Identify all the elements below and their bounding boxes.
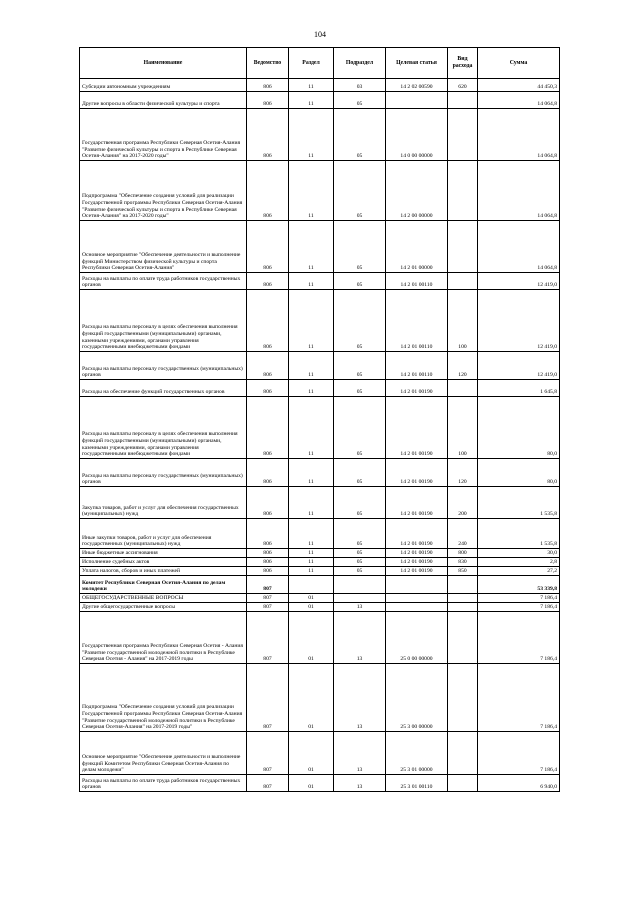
cell-amount: 7 186,4 [478, 603, 560, 612]
cell-subsection: 05 [334, 549, 386, 558]
table-row [80, 352, 560, 380]
cell-subsection: 05 [334, 92, 386, 109]
cell-expense-type: 100 [448, 397, 478, 459]
cell-section: 11 [289, 273, 334, 290]
cell-subsection: 13 [334, 612, 386, 664]
cell-department: 806 [247, 397, 289, 459]
cell-name: Исполнение судебных актов [80, 558, 247, 567]
cell-target: 14 0 00 00000 [386, 109, 448, 161]
cell-target: 25 3 00 00000 [386, 664, 448, 732]
cell-amount: 53 339,8 [478, 576, 560, 594]
table-row [80, 612, 560, 664]
cell-subsection: 05 [334, 519, 386, 549]
cell-subsection: 05 [334, 352, 386, 380]
cell-section: 11 [289, 109, 334, 161]
cell-subsection: 05 [334, 109, 386, 161]
table-row [80, 290, 560, 352]
cell-target: 14 2 01 00190 [386, 519, 448, 549]
cell-section: 11 [289, 549, 334, 558]
budget-table [79, 47, 560, 792]
cell-name: Расходы на выплаты персоналу государственных (муниципальных) органов [80, 459, 247, 487]
cell-target [386, 576, 448, 594]
cell-expense-type [448, 109, 478, 161]
cell-subsection: 05 [334, 290, 386, 352]
cell-name: Другие вопросы в области физической культуры и спорта [80, 92, 247, 109]
cell-target: 14 2 00 00000 [386, 161, 448, 221]
cell-target: 14 2 02 00590 [386, 79, 448, 92]
cell-amount: 14 064,8 [478, 109, 560, 161]
cell-expense-type: 830 [448, 558, 478, 567]
table-row [80, 775, 560, 792]
cell-name: Государственная программа Республики Северная Осетия-Алания "Развитие физической культуры и спорта в Республике Северная Осетия-Алания" на 2017-2020 годы" [80, 109, 247, 161]
cell-target: 25 0 00 00000 [386, 612, 448, 664]
cell-target: 14 2 01 00110 [386, 290, 448, 352]
cell-amount: 14 064,8 [478, 92, 560, 109]
page-number: 104 [314, 30, 326, 39]
cell-name: Закупка товаров, работ и услуг для обеспечения государственных (муниципальных) нужд [80, 487, 247, 519]
cell-target [386, 92, 448, 109]
table-row [80, 487, 560, 519]
cell-name: Расходы на выплаты по оплате труда работников государственных органов [80, 775, 247, 792]
cell-section [289, 576, 334, 594]
cell-department: 807 [247, 664, 289, 732]
cell-subsection: 13 [334, 775, 386, 792]
cell-target: 14 2 01 00190 [386, 397, 448, 459]
table-row [80, 576, 560, 594]
cell-department: 806 [247, 92, 289, 109]
cell-amount: 7 186,4 [478, 732, 560, 775]
cell-subsection: 05 [334, 221, 386, 273]
cell-subsection: 05 [334, 487, 386, 519]
cell-target: 25 3 01 00110 [386, 775, 448, 792]
cell-section: 11 [289, 459, 334, 487]
cell-section: 11 [289, 79, 334, 92]
cell-target: 14 2 01 00190 [386, 487, 448, 519]
cell-department: 806 [247, 487, 289, 519]
table-header-row [80, 48, 560, 79]
cell-department: 806 [247, 79, 289, 92]
cell-name: Подпрограмма "Обеспечение создания условий для реализации Государственной программы Республики Северная Осетия-Алания "Развитие физической культуры и спорта в Республике Северная Осетия-Алания" на 2017-2020 годы" [80, 161, 247, 221]
cell-amount: 12 419,0 [478, 352, 560, 380]
cell-amount: 1 645,8 [478, 380, 560, 397]
cell-department: 806 [247, 221, 289, 273]
cell-target: 14 2 01 00190 [386, 549, 448, 558]
cell-subsection: 05 [334, 567, 386, 576]
table-row [80, 603, 560, 612]
cell-name: Расходы на выплаты персоналу в целях обеспечения выполнения функций государственными (муниципальными) органами, казенными учреждениями, органами управления государственными внебюджетными фондами [80, 397, 247, 459]
cell-department: 806 [247, 273, 289, 290]
header-expense-type: Вид расхода [448, 48, 478, 79]
table-row [80, 109, 560, 161]
cell-expense-type: 120 [448, 459, 478, 487]
cell-department: 806 [247, 549, 289, 558]
table-row [80, 459, 560, 487]
table-row [80, 161, 560, 221]
cell-expense-type: 100 [448, 290, 478, 352]
cell-amount: 30,0 [478, 549, 560, 558]
cell-department: 807 [247, 612, 289, 664]
cell-target: 14 2 01 00190 [386, 567, 448, 576]
cell-expense-type [448, 612, 478, 664]
cell-expense-type [448, 92, 478, 109]
cell-name: Субсидии автономным учреждениям [80, 79, 247, 92]
cell-name: Основное мероприятие "Обеспечение деятельности и выполнение функций Комитетом Республики Северная Осетия-Алания по делам молодежи" [80, 732, 247, 775]
cell-name: Расходы на обеспечение функций государственных органов [80, 380, 247, 397]
cell-amount: 1 535,8 [478, 487, 560, 519]
table-row [80, 558, 560, 567]
cell-expense-type: 120 [448, 352, 478, 380]
cell-target: 14 2 01 00000 [386, 221, 448, 273]
cell-name: Основное мероприятие "Обеспечение деятельности и выполнение функций Министерством физической культуры и спорта Республики Северная Осетия-Алания" [80, 221, 247, 273]
cell-expense-type: 800 [448, 549, 478, 558]
cell-amount: 80,0 [478, 459, 560, 487]
cell-expense-type: 850 [448, 567, 478, 576]
cell-expense-type: 620 [448, 79, 478, 92]
cell-department: 806 [247, 519, 289, 549]
cell-name: Уплата налогов, сборов и иных платежей [80, 567, 247, 576]
cell-subsection: 05 [334, 459, 386, 487]
cell-name: Подпрограмма "Обеспечение создания условий для реализации Государственной программы Республики Северная Осетия-Алания "Развитие государственной молодежной политики в Республике Северная Осетия-Алания" на 2017-2019 годы" [80, 664, 247, 732]
cell-expense-type [448, 380, 478, 397]
cell-department: 806 [247, 558, 289, 567]
cell-name: Иные бюджетные ассигнования [80, 549, 247, 558]
header-name: Наименование [80, 48, 247, 79]
cell-target: 14 2 01 00110 [386, 352, 448, 380]
table-row [80, 549, 560, 558]
cell-subsection [334, 594, 386, 603]
cell-name: Расходы на выплаты по оплате труда работников государственных органов [80, 273, 247, 290]
cell-subsection: 05 [334, 273, 386, 290]
cell-amount: 7 186,4 [478, 664, 560, 732]
table-row [80, 519, 560, 549]
cell-section: 11 [289, 92, 334, 109]
cell-expense-type [448, 775, 478, 792]
cell-department: 806 [247, 380, 289, 397]
cell-section: 11 [289, 352, 334, 380]
cell-name: Расходы на выплаты персоналу государственных (муниципальных) органов [80, 352, 247, 380]
cell-amount: 1 535,8 [478, 519, 560, 549]
cell-target [386, 594, 448, 603]
cell-name: Иные закупки товаров, работ и услуг для обеспечения государственных (муниципальных) нужд [80, 519, 247, 549]
cell-amount: 14 064,8 [478, 221, 560, 273]
table-row [80, 79, 560, 92]
cell-section: 11 [289, 380, 334, 397]
cell-amount: 6 940,0 [478, 775, 560, 792]
cell-section: 01 [289, 732, 334, 775]
cell-target: 14 2 01 00190 [386, 558, 448, 567]
cell-expense-type [448, 161, 478, 221]
cell-department: 806 [247, 459, 289, 487]
cell-subsection: 05 [334, 161, 386, 221]
table-row [80, 732, 560, 775]
cell-target: 14 2 01 00190 [386, 380, 448, 397]
cell-section: 11 [289, 487, 334, 519]
cell-section: 11 [289, 221, 334, 273]
cell-name: Комитет Республики Северная Осетия-Алания по делам молодежи [80, 576, 247, 594]
cell-section: 11 [289, 558, 334, 567]
table-row [80, 664, 560, 732]
cell-target [386, 603, 448, 612]
cell-department: 806 [247, 567, 289, 576]
header-section: Раздел [289, 48, 334, 79]
cell-subsection: 05 [334, 380, 386, 397]
cell-department: 806 [247, 161, 289, 221]
header-subsection: Подраздел [334, 48, 386, 79]
cell-section: 11 [289, 290, 334, 352]
cell-subsection: 13 [334, 603, 386, 612]
cell-department: 807 [247, 576, 289, 594]
cell-subsection: 13 [334, 664, 386, 732]
cell-section: 11 [289, 161, 334, 221]
cell-amount: 27,2 [478, 567, 560, 576]
cell-name: Другие общегосударственные вопросы [80, 603, 247, 612]
cell-subsection: 05 [334, 397, 386, 459]
header-amount: Сумма [478, 48, 560, 79]
cell-amount: 44 450,3 [478, 79, 560, 92]
cell-target: 14 2 01 00110 [386, 273, 448, 290]
cell-section: 01 [289, 603, 334, 612]
table-row [80, 273, 560, 290]
cell-department: 807 [247, 594, 289, 603]
table-row [80, 397, 560, 459]
cell-section: 01 [289, 664, 334, 732]
cell-expense-type [448, 664, 478, 732]
cell-target: 14 2 01 00190 [386, 459, 448, 487]
cell-department: 807 [247, 775, 289, 792]
cell-subsection: 05 [334, 558, 386, 567]
cell-subsection: 13 [334, 732, 386, 775]
cell-expense-type [448, 594, 478, 603]
cell-department: 807 [247, 732, 289, 775]
cell-expense-type [448, 732, 478, 775]
table-row [80, 221, 560, 273]
header-target: Целевая статья [386, 48, 448, 79]
cell-expense-type: 240 [448, 519, 478, 549]
cell-section: 11 [289, 567, 334, 576]
table-row [80, 594, 560, 603]
cell-expense-type [448, 221, 478, 273]
cell-name: Государственная программа Республики Северная Осетия - Алания "Развитие государственной молодежной политики в Республике Северная Осетия - Алания" на 2017-2019 годы [80, 612, 247, 664]
cell-expense-type [448, 603, 478, 612]
cell-amount: 12 419,0 [478, 290, 560, 352]
cell-department: 806 [247, 290, 289, 352]
cell-section: 11 [289, 397, 334, 459]
cell-target: 25 3 01 00000 [386, 732, 448, 775]
cell-amount: 80,0 [478, 397, 560, 459]
cell-department: 806 [247, 109, 289, 161]
cell-amount: 12 419,0 [478, 273, 560, 290]
table-row [80, 567, 560, 576]
cell-name: ОБЩЕГОСУДАРСТВЕННЫЕ ВОПРОСЫ [80, 594, 247, 603]
cell-section: 11 [289, 519, 334, 549]
cell-section: 01 [289, 612, 334, 664]
cell-subsection: 03 [334, 79, 386, 92]
table-body [80, 79, 560, 792]
header-department: Ведомство [247, 48, 289, 79]
cell-department: 807 [247, 603, 289, 612]
cell-expense-type [448, 576, 478, 594]
cell-name: Расходы на выплаты персоналу в целях обеспечения выполнения функций государственными (муниципальными) органами, казенными учреждениями, органами управления государственными внебюджетными фондами [80, 290, 247, 352]
cell-subsection [334, 576, 386, 594]
cell-section: 01 [289, 594, 334, 603]
cell-amount: 7 186,4 [478, 612, 560, 664]
cell-amount: 14 064,8 [478, 161, 560, 221]
table-row [80, 380, 560, 397]
cell-section: 01 [289, 775, 334, 792]
cell-department: 806 [247, 352, 289, 380]
cell-amount: 2,8 [478, 558, 560, 567]
cell-expense-type: 200 [448, 487, 478, 519]
cell-expense-type [448, 273, 478, 290]
cell-amount: 7 186,4 [478, 594, 560, 603]
table-row [80, 92, 560, 109]
